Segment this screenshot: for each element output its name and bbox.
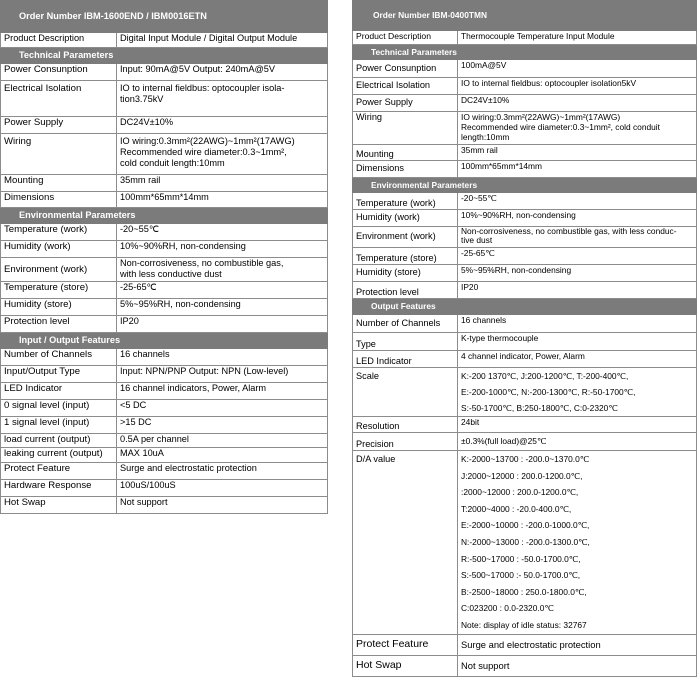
table-row	[1, 241, 328, 258]
row-label: 1 signal level (input)	[1, 417, 117, 434]
value-line: B:-2500~18000 : 250.0-1800.0℃,	[461, 586, 587, 597]
row-value: -25-65℃	[458, 248, 697, 265]
section-title: Technical Parameters	[353, 45, 697, 60]
row-label: Power Consunption	[1, 64, 117, 81]
table-row	[353, 333, 697, 351]
row-value: 10%~90%RH, non-condensing	[117, 241, 328, 258]
section-title: Environmental Parameters	[353, 178, 697, 193]
value-line: T:2000~4000 : -20.0-400.0℃,	[461, 503, 572, 514]
section-title: Technical Parameters	[1, 48, 328, 64]
row-label: Environment (work)	[353, 227, 458, 248]
value-line: Note: display of idle status: 32767	[461, 619, 587, 630]
row-label: Hot Swap	[353, 655, 458, 676]
table-row	[1, 383, 328, 400]
row-value: DC24V±10%	[458, 95, 697, 112]
section-title: Input / Output Features	[1, 333, 328, 349]
table-row	[353, 351, 697, 368]
left-spec-table	[0, 0, 328, 514]
row-value: 4 channel indicator, Power, Alarm	[458, 351, 697, 368]
table-row	[353, 248, 697, 265]
row-value: Not support	[458, 655, 697, 676]
table-row	[353, 433, 697, 451]
value-line: R:-500~17000 : -50.0-1700.0℃,	[461, 553, 581, 564]
row-label: Product Description	[353, 31, 458, 45]
row-label: Scale	[353, 368, 458, 417]
row-value: -20~55℃	[117, 224, 328, 241]
row-value	[458, 451, 697, 635]
row-label: Protect Feature	[1, 463, 117, 480]
row-label: Product Description	[1, 33, 117, 48]
value-line: Recommended wire diameter:0.3~1mm², cold conduit	[461, 122, 660, 133]
table-row	[353, 368, 697, 417]
value-line: length:10mm	[461, 132, 510, 143]
table-row	[1, 258, 328, 282]
table-row	[1, 282, 328, 299]
right-spec-table	[352, 0, 697, 677]
row-value: >15 DC	[117, 417, 328, 434]
row-value: Not support	[117, 497, 328, 514]
section-header	[353, 178, 697, 193]
value-line: Non-corrosiveness, no combustible gas,	[120, 258, 284, 268]
right-spec-panel	[352, 0, 697, 677]
row-value: <5 DC	[117, 400, 328, 417]
row-value	[458, 368, 697, 417]
row-label: Temperature (store)	[353, 248, 458, 265]
row-value: Thermocouple Temperature Input Module	[458, 31, 697, 45]
row-value	[458, 227, 697, 248]
value-line: tion3.75kV	[120, 94, 164, 105]
section-title: Output Features	[353, 299, 697, 315]
value-line: Non-corrosiveness, no combustible gas, with less conduc-	[461, 226, 677, 236]
row-value: 0.5A per channel	[117, 434, 328, 448]
left-title-row	[1, 1, 328, 33]
row-label: Protection level	[353, 282, 458, 299]
table-row	[1, 134, 328, 175]
value-line: K:-2000~13700 : -200.0~1370.0℃	[461, 454, 590, 464]
row-label: Power Supply	[1, 117, 117, 134]
row-label: Number of Channels	[1, 349, 117, 366]
section-header	[353, 299, 697, 315]
table-row	[1, 400, 328, 417]
table-row	[353, 210, 697, 227]
row-label: Power Consunption	[353, 60, 458, 78]
table-row	[1, 448, 328, 463]
row-value: K-type thermocouple	[458, 333, 697, 351]
row-label: Dimensions	[1, 192, 117, 208]
table-row	[353, 265, 697, 282]
value-line: IO wiring:0.3mm²(22AWG)~1mm²(17AWG)	[461, 112, 621, 122]
table-row	[1, 417, 328, 434]
left-spec-panel	[0, 0, 328, 514]
row-label: Temperature (store)	[1, 282, 117, 299]
value-line: S:-50-1700℃, B:250-1800℃, C:0-2320℃	[461, 403, 618, 413]
row-label: Precision	[353, 433, 458, 451]
row-label: Wiring	[1, 134, 117, 175]
value-line: E:-200-1000℃, N:-200-1300℃, R:-50-1700℃,	[461, 387, 636, 397]
row-label: 0 signal level (input)	[1, 400, 117, 417]
table-row	[353, 95, 697, 112]
table-row	[1, 463, 328, 480]
table-row	[1, 81, 328, 117]
row-value: Surge and electrostatic protection	[117, 463, 328, 480]
row-value: DC24V±10%	[117, 117, 328, 134]
row-label: Type	[353, 333, 458, 351]
left-order-title: Order Number IBM-1600END / IBM0016ETN	[1, 1, 328, 33]
row-value: MAX 10uA	[117, 448, 328, 463]
row-label: Humidity (work)	[1, 241, 117, 258]
table-row	[353, 31, 697, 45]
value-line: IO wiring:0.3mm²(22AWG)~1mm²(17AWG)	[120, 136, 295, 146]
table-row	[353, 112, 697, 145]
table-row	[1, 192, 328, 208]
value-line: IO to internal fieldbus: optocoupler isola-	[120, 83, 285, 93]
row-label: Humidity (store)	[1, 299, 117, 316]
row-value: 24bit	[458, 417, 697, 433]
value-line: C:023200 : 0.0-2320.0℃	[461, 603, 554, 614]
value-line: with less conductive dust	[120, 269, 222, 280]
row-value: -20~55℃	[458, 193, 697, 210]
table-row	[353, 145, 697, 161]
row-label: Electrical Isolation	[1, 81, 117, 117]
row-value: 5%~95%RH, non-condensing	[117, 299, 328, 316]
row-label: D/A value	[353, 451, 458, 635]
row-value: ±0.3%(full load)@25℃	[458, 433, 697, 451]
table-row	[1, 480, 328, 497]
row-label: Input/Output Type	[1, 366, 117, 383]
row-value: 10%~90%RH, non-condensing	[458, 210, 697, 227]
value-line: N:-2000~13000 : -200.0-1300.0℃,	[461, 536, 590, 547]
value-line: cold conduit length:10mm	[120, 158, 225, 169]
row-label: Protect Feature	[353, 634, 458, 655]
row-label: Temperature (work)	[1, 224, 117, 241]
row-label: LED Indicator	[353, 351, 458, 368]
row-label: LED Indicator	[1, 383, 117, 400]
row-value: 16 channel indicators, Power, Alarm	[117, 383, 328, 400]
row-label: Power Supply	[353, 95, 458, 112]
row-label: Hardware Response	[1, 480, 117, 497]
section-header	[1, 333, 328, 349]
row-value: 16 channels	[117, 349, 328, 366]
row-label: Number of Channels	[353, 315, 458, 333]
value-line: Recommended wire diameter:0.3~1mm²,	[120, 147, 287, 158]
table-row	[1, 175, 328, 192]
row-label: Electrical Isolation	[353, 78, 458, 95]
row-label: Environment (work)	[1, 258, 117, 282]
table-row	[353, 655, 697, 676]
table-row	[1, 349, 328, 366]
table-row	[353, 193, 697, 210]
section-header	[1, 208, 328, 224]
row-value: IO to internal fieldbus: optocoupler isolation5kV	[458, 78, 697, 95]
row-value: 35mm rail	[458, 145, 697, 161]
table-row	[1, 434, 328, 448]
row-label: Mounting	[353, 145, 458, 161]
row-label: Dimensions	[353, 161, 458, 178]
right-order-title: Order Number IBM-0400TMN	[353, 1, 697, 31]
row-label: Wiring	[353, 112, 458, 145]
value-line: S:-500~17000 :- 50.0-1700.0℃,	[461, 570, 581, 581]
table-row	[353, 227, 697, 248]
table-row	[353, 60, 697, 78]
row-value: 5%~95%RH, non-condensing	[458, 265, 697, 282]
row-value: IP20	[117, 316, 328, 333]
row-value: Surge and electrostatic protection	[458, 634, 697, 655]
row-value	[117, 258, 328, 282]
row-label: leaking current (output)	[1, 448, 117, 463]
row-value: 100mm*65mm*14mm	[117, 192, 328, 208]
table-row	[353, 451, 697, 635]
table-row	[353, 315, 697, 333]
table-row	[353, 161, 697, 178]
table-row	[1, 117, 328, 134]
row-label: Mounting	[1, 175, 117, 192]
value-line: J:2000~12000 : 200.0-1200.0℃,	[461, 470, 583, 481]
row-value: Digital Input Module / Digital Output Module	[117, 33, 328, 48]
value-line: E:-2000~10000 : -200.0-1000.0℃,	[461, 520, 590, 531]
row-value	[117, 81, 328, 117]
row-label: Protection level	[1, 316, 117, 333]
section-header	[1, 48, 328, 64]
value-line: tive dust	[461, 235, 493, 246]
row-value: 100uS/100uS	[117, 480, 328, 497]
table-row	[1, 316, 328, 333]
row-value: IP20	[458, 282, 697, 299]
row-label: Temperature (work)	[353, 193, 458, 210]
row-value: 35mm rail	[117, 175, 328, 192]
row-value: -25-65℃	[117, 282, 328, 299]
row-label: load current (output)	[1, 434, 117, 448]
section-title: Environmental Parameters	[1, 208, 328, 224]
row-value: Input: 90mA@5V Output: 240mA@5V	[117, 64, 328, 81]
value-line: :2000~12000 : 200.0-1200.0℃,	[461, 487, 579, 498]
table-row	[1, 497, 328, 514]
section-header	[353, 45, 697, 60]
table-row	[1, 64, 328, 81]
right-title-row	[353, 1, 697, 31]
table-row	[353, 282, 697, 299]
table-row	[353, 634, 697, 655]
table-row	[353, 78, 697, 95]
row-label: Hot Swap	[1, 497, 117, 514]
row-label: Resolution	[353, 417, 458, 433]
row-label: Humidity (store)	[353, 265, 458, 282]
row-value: 16 channels	[458, 315, 697, 333]
table-row	[1, 224, 328, 241]
row-value: 100mA@5V	[458, 60, 697, 78]
row-value: 100mm*65mm*14mm	[458, 161, 697, 178]
table-row	[353, 417, 697, 433]
table-row	[1, 366, 328, 383]
row-value	[117, 134, 328, 175]
value-line: K:-200 1370℃, J:200-1200℃, T:-200-400℃,	[461, 371, 629, 381]
row-value	[458, 112, 697, 145]
row-value: Input: NPN/PNP Output: NPN (Low-level)	[117, 366, 328, 383]
table-row	[1, 299, 328, 316]
table-row	[1, 33, 328, 48]
row-label: Humidity (work)	[353, 210, 458, 227]
